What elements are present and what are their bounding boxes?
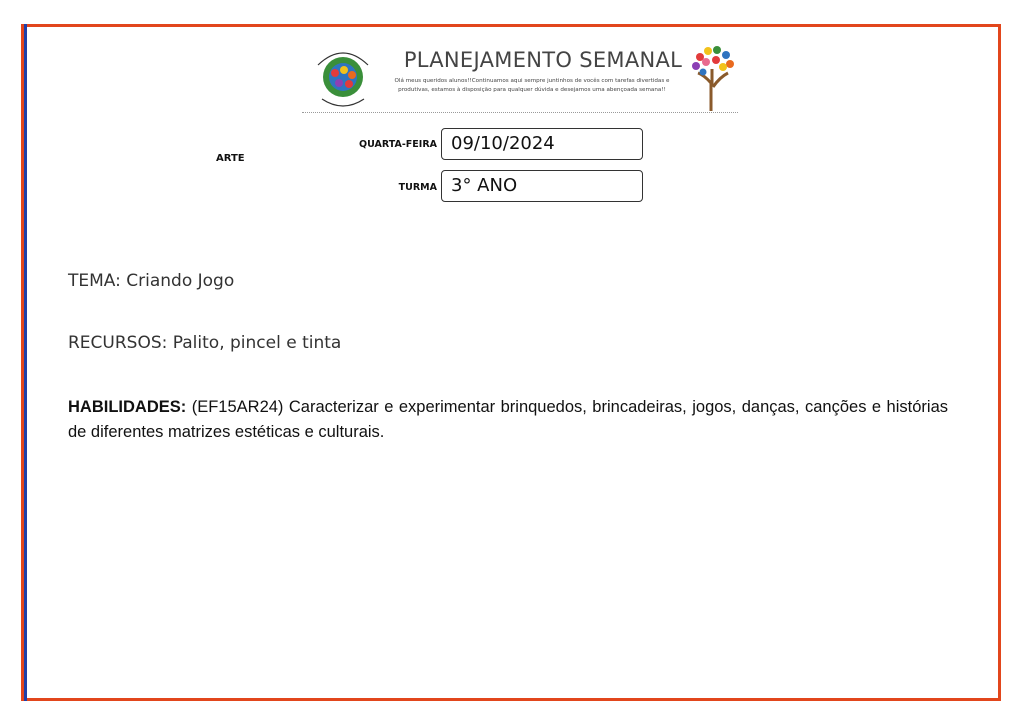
theme-text: TEMA: Criando Jogo: [68, 271, 235, 291]
left-stripe: [24, 24, 27, 701]
page-title: PLANEJAMENTO SEMANAL: [403, 48, 683, 72]
page-frame: [21, 24, 1001, 701]
subject-label: ARTE: [216, 153, 245, 164]
skills-paragraph: [68, 395, 948, 445]
welcome-message: Olá meus queridos alunos!!Continuamos aqui sempre juntinhos de vocês com tarefas divertidas e produtivas, estamos à disposição para qualquer dúvida e desejamos uma abençoada semana!!: [394, 78, 670, 93]
header: [302, 40, 738, 113]
class-field[interactable]: 3° ANO: [441, 170, 643, 202]
resources-text: RECURSOS: Palito, pincel e tinta: [68, 333, 342, 353]
skills-label: HABILIDADES:: [68, 398, 187, 416]
date-field[interactable]: 09/10/2024: [441, 128, 643, 160]
tree-logo-icon: [690, 43, 736, 111]
day-label: QUARTA-FEIRA: [359, 139, 437, 150]
skills-text: (EF15AR24) Caracterizar e experimentar brinquedos, brincadeiras, jogos, danças, canções e histórias de diferentes matrizes estéticas e culturais.: [68, 398, 948, 441]
class-label: TURMA: [398, 182, 437, 193]
school-logo-icon: [308, 43, 378, 111]
